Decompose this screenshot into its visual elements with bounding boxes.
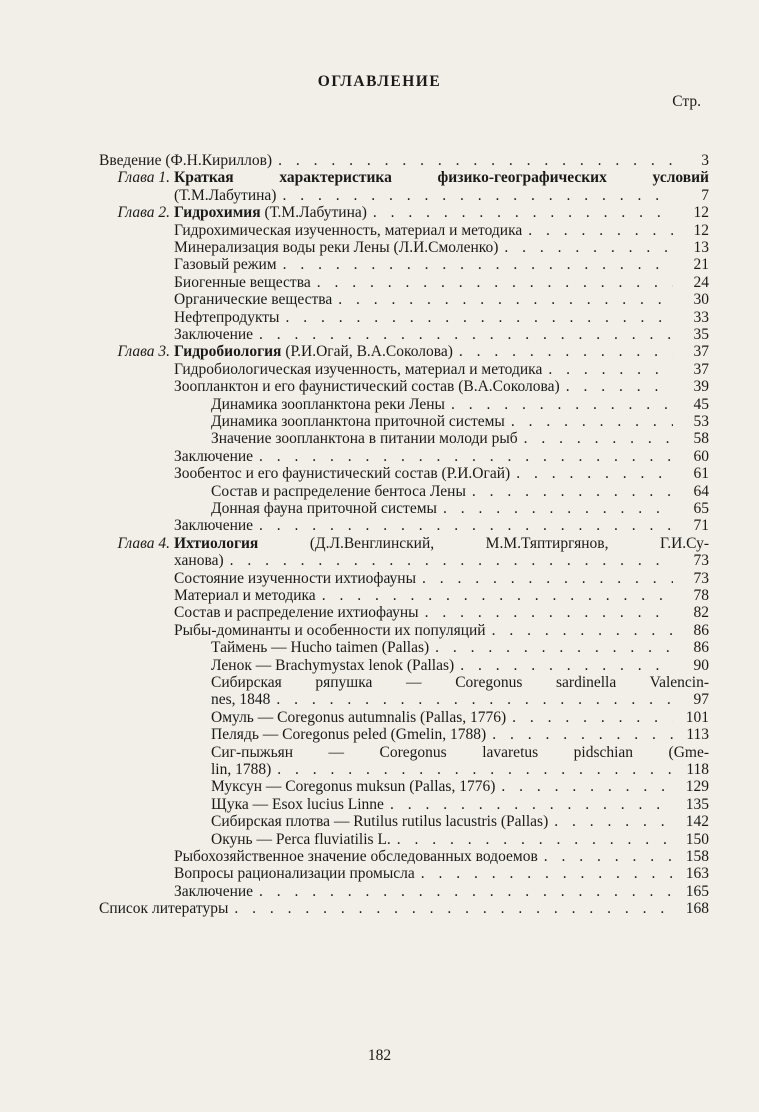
toc-entry-line [211, 796, 709, 814]
dot-leader [518, 430, 673, 448]
page-number: 73 [693, 569, 709, 587]
toc-entry-text [174, 465, 510, 483]
toc-entry [0, 900, 759, 918]
page-number: 163 [685, 865, 709, 883]
toc-entry-label: Гидробиологическая изученность, материал и методика [174, 360, 543, 378]
toc-entry-label: Состав и распределение ихтиофауны [174, 604, 419, 622]
toc-entry-label: Динамика зоопланктона реки Лены [211, 395, 445, 413]
toc-entry-text [211, 691, 270, 709]
toc-entry-line [211, 430, 709, 448]
toc-entry-label: Состав и распределение бентоса Лены [211, 482, 466, 500]
toc-entry-label: Донная фауна приточной системы [211, 500, 437, 517]
toc-entry-label: Вопросы рационализации промысла [174, 865, 415, 883]
toc-entry-label: nes, 1848 [211, 691, 271, 709]
page-number: 97 [693, 691, 709, 709]
toc-entry-text [174, 274, 311, 292]
page-number: 65 [693, 500, 709, 517]
toc-entry-label: Биогенные вещества [174, 273, 311, 291]
toc-entry-line [174, 535, 709, 553]
toc-entry-text [174, 291, 332, 309]
toc-entry-label: Сиг-пыжьян — Coregonus lavaretus pidschian (Gme- [211, 743, 709, 761]
page-number: 78 [693, 587, 709, 604]
toc-entry [0, 517, 759, 535]
toc-entry-line [211, 413, 709, 431]
toc-entry-text [174, 517, 253, 535]
toc-entry [0, 691, 759, 709]
toc-entry-line [211, 674, 709, 692]
footer-page-number: 182 [367, 1047, 392, 1064]
toc-entry-line [211, 691, 709, 709]
toc-entry-line [211, 813, 709, 831]
page-number: 64 [693, 482, 709, 500]
toc-entry-line [211, 831, 709, 849]
toc-entry [0, 500, 759, 518]
toc-entry-label: Введение (Ф.Н.Кириллов) [99, 152, 273, 169]
page-number: 61 [693, 465, 709, 483]
dot-leader [466, 483, 673, 501]
dot-leader [419, 604, 673, 622]
toc-entry-label: Зообентос и его фаунистический состав (Р.И.Огай) [174, 465, 511, 483]
toc-entry-line [174, 604, 709, 622]
toc-entry [0, 256, 759, 274]
toc-entry-text [174, 326, 253, 344]
toc-entry-line [99, 900, 709, 918]
page-number: 12 [693, 204, 709, 222]
dot-leader [384, 796, 673, 814]
toc-entry [0, 883, 759, 901]
dot-leader [495, 778, 673, 796]
toc-entry [0, 343, 759, 361]
toc-entry-label: Значение зоопланктона в питании молоди рыб [211, 430, 518, 448]
toc-entry-text [174, 535, 709, 553]
toc-entry-label: Заключение [174, 326, 254, 343]
toc-entry-text [211, 500, 437, 518]
dot-leader [253, 448, 673, 466]
page-number: 13 [693, 239, 709, 256]
toc-entry-line [211, 657, 709, 675]
toc-entry-label: Пелядь — Coregonus peled (Gmelin, 1788) [211, 726, 487, 744]
toc-entry-label: Рыбы-доминанты и особенности их популяций [174, 621, 486, 639]
page-number: 7 [701, 186, 709, 204]
page-number: 82 [693, 604, 709, 622]
toc-entry-line [211, 483, 709, 501]
toc-entry-text [174, 622, 486, 640]
toc-entry [0, 274, 759, 292]
chapter-title: Гидробиология [174, 343, 282, 361]
toc-entry-text [174, 204, 367, 222]
page-number: 33 [693, 308, 709, 326]
toc-entry-line [211, 709, 709, 727]
toc-entry-line [174, 865, 709, 883]
toc-entry-text [211, 483, 466, 501]
toc-entry [0, 309, 759, 327]
toc-entry-line [174, 291, 709, 309]
toc-entry-label: Динамика зоопланктона приточной системы [211, 413, 505, 430]
toc-entry-line [174, 309, 709, 327]
toc-entry-text [174, 883, 253, 901]
chapter-number: Глава 1. [117, 169, 170, 187]
dot-leader [548, 813, 673, 831]
toc-entry-line [174, 465, 709, 483]
toc-entry-text [211, 396, 445, 414]
toc-entry-text [211, 430, 518, 448]
toc-entry-text [174, 865, 415, 883]
toc-entry-text [174, 378, 560, 396]
toc-entry-text [174, 448, 253, 466]
toc-entry [0, 535, 759, 553]
toc-entry [0, 674, 759, 692]
dot-leader [311, 274, 673, 292]
toc-entry-text [211, 413, 505, 431]
toc-entry-label: Зоопланктон и его фаунистический состав (В.А.Соколова) [174, 378, 560, 396]
toc-entry-line [174, 187, 709, 205]
page-number: 71 [693, 517, 709, 535]
toc-entry-label: Заключение [174, 882, 254, 900]
toc-entry-label: Муксун — Coregonus muksun (Pallas, 1776) [211, 778, 496, 796]
dot-leader [506, 709, 673, 727]
page-number: 165 [685, 882, 709, 900]
toc-entry-label: Омуль — Coregonus autumnalis (Pallas, 1776) [211, 708, 507, 726]
chapter-number: Глава 3. [117, 343, 170, 361]
toc-entry-text [211, 831, 391, 849]
dot-leader [367, 204, 673, 222]
toc-entry [0, 187, 759, 205]
dot-leader [228, 900, 673, 918]
toc-entry-line [174, 204, 709, 222]
toc-entry-label: Минерализация воды реки Лены (Л.И.Смоленко) [174, 239, 499, 256]
toc-entry-line [174, 587, 709, 605]
page-number: 35 [693, 326, 709, 343]
dot-leader [332, 291, 673, 309]
toc-entry-line [211, 396, 709, 414]
toc-entry-line [174, 361, 709, 379]
toc-entry-text [99, 152, 272, 170]
toc-entry [0, 552, 759, 570]
toc-entry-label: Таймень — Hucho taimen (Pallas) [211, 639, 430, 657]
dot-leader [391, 831, 673, 849]
page-number: 53 [693, 413, 709, 430]
dot-leader [510, 465, 673, 483]
chapter-title: Краткая характеристика физико-географических условий [174, 169, 709, 187]
page-number: 30 [693, 291, 709, 309]
toc-entry-line [174, 552, 709, 570]
toc-entry-label: Сибирская плотва — Rutilus rutilus lacustris (Pallas) [211, 813, 549, 831]
page-number: 3 [701, 152, 709, 169]
page-number: 142 [685, 813, 709, 831]
toc-entry [0, 587, 759, 605]
toc-entry [0, 657, 759, 675]
page-number: 73 [693, 552, 709, 570]
toc-entry-line [211, 639, 709, 657]
toc-entry-text [174, 361, 542, 379]
toc-entry-label: Заключение [174, 447, 254, 465]
toc-entry [0, 239, 759, 257]
toc-entry [0, 570, 759, 588]
toc-entry-line [174, 326, 709, 344]
toc-entry-line [174, 274, 709, 292]
dot-leader [538, 848, 673, 866]
dot-leader [429, 639, 673, 657]
toc-entry-line [174, 517, 709, 535]
toc-entry [0, 396, 759, 414]
toc-entry-label: Состояние изученности ихтиофауны [174, 569, 416, 587]
toc-entry-text [211, 674, 709, 692]
toc-entry-line [174, 256, 709, 274]
page-number: 90 [693, 656, 709, 674]
toc-entry [0, 152, 759, 170]
toc-entry-line [211, 744, 709, 762]
dot-leader [276, 187, 673, 205]
page-number: 86 [693, 639, 709, 657]
page-number: 21 [693, 256, 709, 274]
toc-entry [0, 291, 759, 309]
toc-entry-line [174, 169, 709, 187]
page-number: 129 [685, 778, 709, 796]
toc-entry [0, 483, 759, 501]
toc-entry-line [174, 448, 709, 466]
toc-entry-label: Гидрохимическая изученность, материал и методика [174, 221, 523, 239]
toc-entry-text [174, 239, 498, 257]
toc-entry-text [211, 709, 506, 727]
toc-entry-text [174, 604, 419, 622]
toc-entry [0, 326, 759, 344]
toc-entry-label: Заключение [174, 517, 254, 535]
dot-leader [437, 500, 673, 518]
toc-entry [0, 726, 759, 744]
toc-entry [0, 622, 759, 640]
toc-entry-text [174, 343, 453, 361]
page-number: 113 [686, 726, 709, 744]
dot-leader [279, 309, 673, 327]
dot-leader [277, 256, 673, 274]
dot-leader [486, 726, 673, 744]
toc-entry [0, 831, 759, 849]
chapter-title: Гидрохимия [174, 204, 261, 222]
dot-leader [542, 361, 673, 379]
toc-entry-label: Органические вещества [174, 291, 333, 309]
toc-entry-text [211, 761, 271, 779]
toc-entry-text [174, 256, 277, 274]
toc-entry [0, 848, 759, 866]
toc-entry-label: Рыбохозяйственное значение обследованных водоемов [174, 848, 538, 865]
dot-leader [271, 761, 673, 779]
page-number: 45 [693, 395, 709, 413]
toc-entry [0, 639, 759, 657]
toc-entry-label: Щука — Esox lucius Linne [211, 795, 384, 813]
toc-entry-text [174, 222, 522, 240]
toc-entry [0, 378, 759, 396]
toc-entry [0, 413, 759, 431]
toc-entry-text [174, 552, 224, 570]
toc-entry-label: ханова) [174, 552, 224, 570]
toc-entry [0, 430, 759, 448]
toc-entry-text [174, 169, 709, 187]
toc-entry-label: Окунь — Perca fluviatilis L. [211, 830, 391, 848]
page-number: 168 [685, 900, 709, 918]
toc-entry [0, 778, 759, 796]
toc-entry [0, 169, 759, 187]
toc-entry-line [174, 378, 709, 396]
toc-entry [0, 204, 759, 222]
page-number: 158 [685, 848, 709, 865]
dot-leader [522, 222, 673, 240]
toc-entry-text [211, 726, 486, 744]
dot-leader [316, 587, 673, 605]
chapter-number: Глава 4. [117, 534, 170, 552]
toc-entry-label: Ленок — Brachymystax lenok (Pallas) [211, 656, 455, 674]
toc-entry [0, 761, 759, 779]
dot-leader [270, 691, 673, 709]
dot-leader [505, 413, 673, 431]
toc-entry-line [211, 726, 709, 744]
chapter-number: Глава 2. [117, 204, 170, 222]
page-number: 86 [693, 621, 709, 639]
toc-entry-label: (Т.М.Лабутина) [174, 186, 277, 204]
page-number: 60 [693, 447, 709, 465]
toc-entry-text [211, 796, 384, 814]
toc-entry-label: Нефтепродукты [174, 308, 280, 326]
toc-entry-text [174, 848, 538, 866]
page-number: 12 [693, 221, 709, 239]
toc-entry [0, 604, 759, 622]
dot-leader [486, 622, 673, 640]
toc-entry [0, 222, 759, 240]
toc-entry-line [174, 222, 709, 240]
toc-entry-text [211, 639, 429, 657]
toc-entry [0, 813, 759, 831]
dot-leader [454, 657, 673, 675]
toc-entry-line [211, 761, 709, 779]
page-column-label: Стр. [672, 93, 701, 110]
toc-entry-line [174, 570, 709, 588]
toc-entry-text [211, 657, 454, 675]
page-number: 135 [685, 795, 709, 813]
toc-entry-text [174, 570, 416, 588]
page-number: 37 [693, 343, 709, 361]
toc-entry-line [211, 778, 709, 796]
toc-entry-label: (Т.М.Лабутина) [260, 204, 367, 222]
page-number: 118 [686, 761, 709, 778]
toc-entry [0, 744, 759, 762]
dot-leader [253, 883, 673, 901]
toc-entry-line [174, 622, 709, 640]
page-number: 24 [693, 273, 709, 291]
dot-leader [560, 378, 673, 396]
toc-entry-text [211, 778, 495, 796]
dot-leader [453, 343, 673, 361]
page-number: 39 [693, 378, 709, 396]
page-number: 101 [685, 708, 709, 726]
toc-entry-text [99, 900, 228, 918]
toc-entry [0, 448, 759, 466]
dot-leader [415, 865, 673, 883]
toc-entry [0, 465, 759, 483]
toc-entry-line [174, 848, 709, 866]
page-title: ОГЛАВЛЕНИЕ [317, 73, 442, 90]
dot-leader [416, 570, 673, 588]
chapter-title: Ихтиология [174, 534, 259, 552]
toc-entry-line [174, 343, 709, 361]
dot-leader [272, 152, 673, 170]
toc-entry-line [174, 883, 709, 901]
toc-entry-label: (Д.Л.Венглинский, М.М.Тяптиргянов, Г.И.Су- [258, 534, 709, 552]
dot-leader [498, 239, 673, 257]
toc-entry-label: lin, 1788) [211, 761, 272, 778]
page-number: 37 [693, 360, 709, 378]
toc-entry-text [174, 309, 279, 327]
toc-entry-label: Газовый режим [174, 256, 277, 274]
toc-entry-label: Сибирская ряпушка — Coregonus sardinella Valencin- [211, 674, 709, 691]
toc-entry-label: Список литературы [99, 900, 229, 918]
toc-entry-text [174, 187, 276, 205]
dot-leader [253, 517, 673, 535]
toc-entry-text [211, 813, 548, 831]
dot-leader [224, 552, 673, 570]
page-number: 58 [693, 430, 709, 448]
toc-entry-label: (Р.И.Огай, В.А.Соколова) [281, 343, 453, 361]
toc-entry [0, 361, 759, 379]
toc-entry [0, 865, 759, 883]
toc-entry-text [211, 744, 709, 762]
toc-entry-line [174, 239, 709, 257]
dot-leader [445, 396, 673, 414]
toc-entry-line [211, 500, 709, 518]
toc-entry-text [174, 587, 316, 605]
toc-entry [0, 709, 759, 727]
toc-entry-label: Материал и методика [174, 587, 316, 604]
toc-entry-line [99, 152, 709, 170]
page-number: 150 [685, 830, 709, 848]
dot-leader [253, 326, 673, 344]
toc-entry [0, 796, 759, 814]
